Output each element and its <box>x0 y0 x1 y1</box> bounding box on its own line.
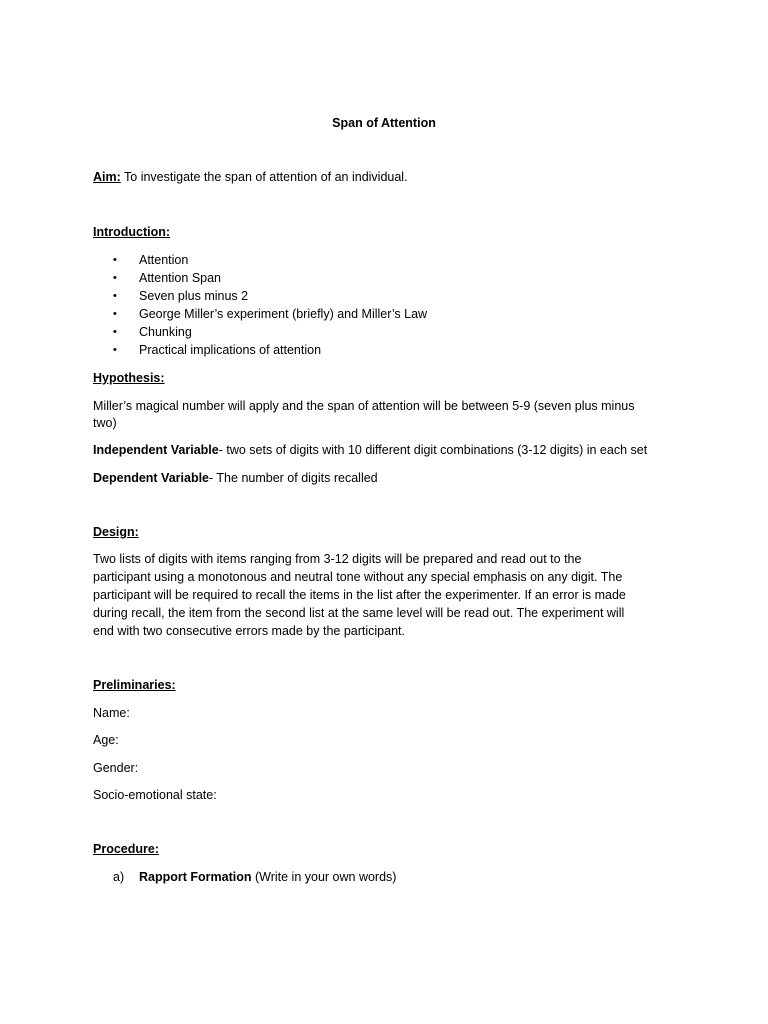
list-item-text: Attention Span <box>139 271 222 285</box>
aim-line <box>93 168 408 186</box>
introduction-heading: Introduction: <box>93 225 171 239</box>
aim-text: To investigate the span of attention of an individual. <box>120 170 408 184</box>
procedure-item-note: (Write in your own words) <box>251 870 397 884</box>
procedure-heading: Procedure: <box>93 842 159 856</box>
independent-variable-line <box>93 441 647 459</box>
bullet-icon: • <box>113 290 117 302</box>
design-text-line: end with two consecutive errors made by the participant. <box>93 624 405 638</box>
procedure-item <box>113 868 396 886</box>
design-text-line: participant will be required to recall the items in the list after the experimenter. If an error is made <box>93 588 626 602</box>
gender-label: Gender: <box>93 761 139 775</box>
list-item-text: Practical implications of attention <box>139 343 322 357</box>
independent-variable-text: - two sets of digits with 10 different digit combinations (3-12 digits) in each set <box>218 443 648 457</box>
bullet-icon: • <box>113 254 117 266</box>
design-text-line: Two lists of digits with items ranging from 3-12 digits will be prepared and read out to the <box>93 552 582 566</box>
preliminaries-heading: Preliminaries: <box>93 678 176 692</box>
list-item-text: Chunking <box>139 325 192 339</box>
list-item-text: Seven plus minus 2 <box>139 289 249 303</box>
list-item-text: George Miller’s experiment (briefly) and Miller’s Law <box>139 307 428 321</box>
age-label: Age: <box>93 733 119 747</box>
design-text-line: participant using a monotonous and neutral tone without any special emphasis on any digit. The <box>93 570 623 584</box>
bullet-icon: • <box>113 308 117 320</box>
dependent-variable-label: Dependent Variable <box>93 471 210 485</box>
design-heading: Design: <box>93 525 139 539</box>
design-text-line: during recall, the item from the second list at the same level will be read out. The experiment will <box>93 606 625 620</box>
independent-variable-label: Independent Variable <box>93 443 219 457</box>
procedure-item-label: Rapport Formation <box>139 870 252 884</box>
list-item-text: Attention <box>139 253 189 267</box>
dependent-variable-text: - The number of digits recalled <box>209 471 378 485</box>
name-label: Name: <box>93 706 130 720</box>
document-title: Span of Attention <box>332 116 436 130</box>
procedure-item-marker: a) <box>113 870 125 884</box>
bullet-icon: • <box>113 272 117 284</box>
hypothesis-text-line-2: two) <box>93 416 117 430</box>
hypothesis-heading: Hypothesis: <box>93 371 165 385</box>
bullet-icon: • <box>113 344 117 356</box>
aim-label: Aim: <box>93 170 121 184</box>
hypothesis-text-line-1: Miller’s magical number will apply and the span of attention will be between 5-9 (seven plus minus <box>93 399 635 413</box>
socio-emotional-state-label: Socio-emotional state: <box>93 788 217 802</box>
dependent-variable-line <box>93 469 378 487</box>
bullet-icon: • <box>113 326 117 338</box>
